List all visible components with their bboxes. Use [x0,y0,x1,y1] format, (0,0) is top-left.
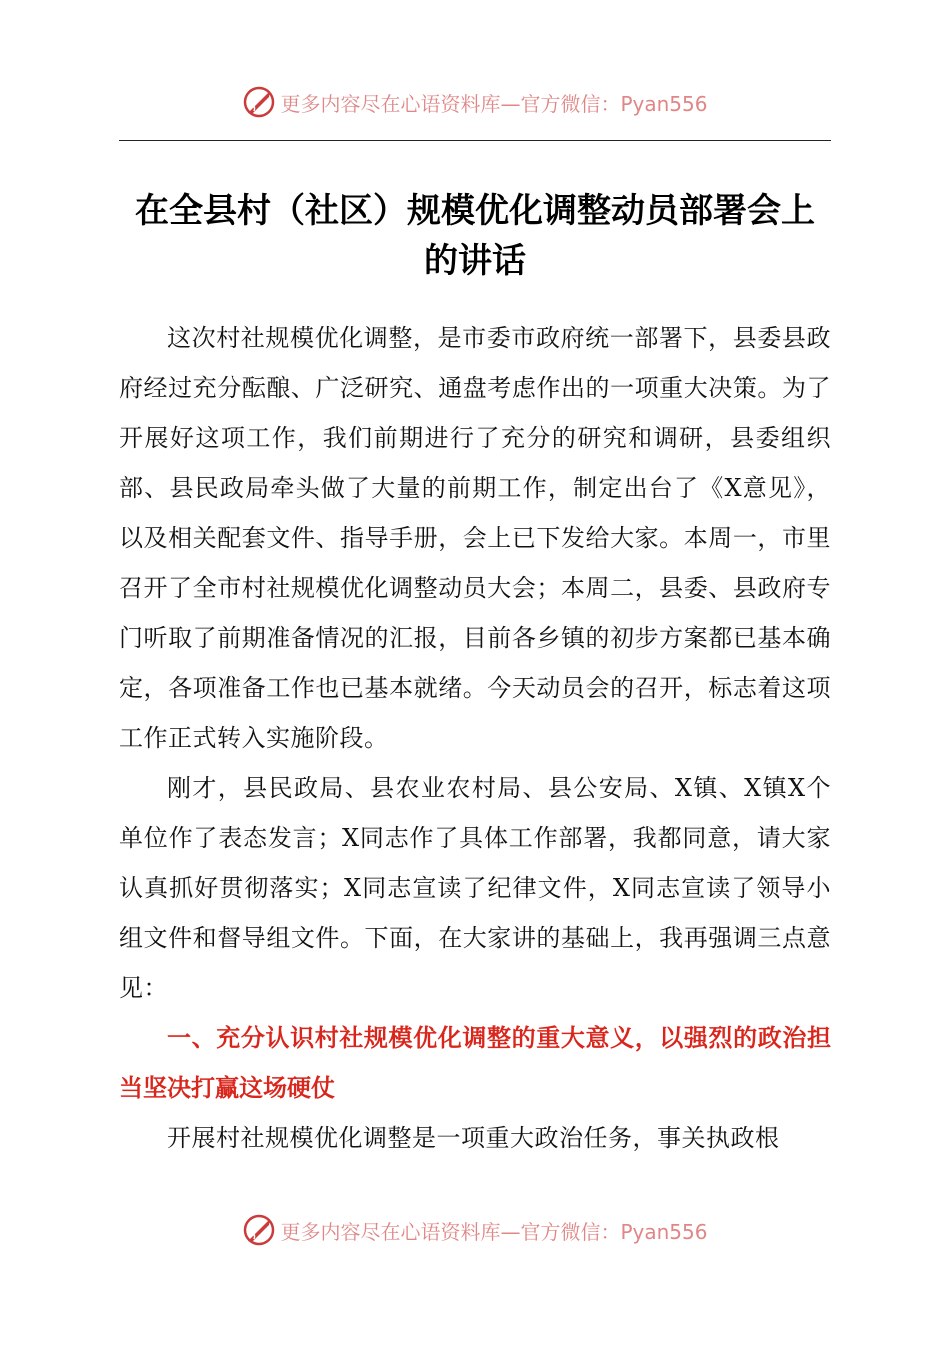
body-paragraph: 这次村社规模优化调整，是市委市政府统一部署下，县委县政府经过充分酝酿、广泛研究、通盘考虑作出的一项重大决策。为了开展好这项工作，我们前期进行了充分的研究和调研，县委组织部、县民政局牵头做了大量的前期工作，制定出台了《X意见》，以及相关配套文件、指导手册，会上已下发给大家。本周一，市里召开了全市村社规模优化调整动员大会；本周二，县委、县政府专门听取了前期准备情况的汇报，目前各乡镇的初步方案都已基本确定，各项准备工作也已基本就绪。今天动员会的召开，标志着这项工作正式转入实施阶段。 [119,324,831,752]
watermark-text: 更多内容尽在心语资料库—官方微信：Pyan556 [280,91,708,116]
header-watermark [0,82,950,122]
footer-watermark [0,1210,950,1250]
header-divider [119,140,831,141]
body-paragraph: 刚才，县民政局、县农业农村局、县公安局、X镇、X镇X个单位作了表态发言；X同志作了具体工作部署，我都同意，请大家认真抓好贯彻落实；X同志宣读了纪律文件，X同志宣读了领导小组文件和督导组文件。下面，在大家讲的基础上，我再强调三点意见： [119,774,831,1002]
document-body [119,313,831,1163]
section-heading: 一、充分认识村社规模优化调整的重大意义，以强烈的政治担当坚决打赢这场硬仗 [119,1024,831,1102]
section-paragraph: 开展村社规模优化调整是一项重大政治任务，事关执政根 [167,1124,780,1152]
document-title: 在全县村（社区）规模优化调整动员部署会上的讲话 [135,191,815,281]
pen-circle-logo-icon [242,1213,276,1247]
pen-circle-logo-icon [242,85,276,119]
watermark-text: 更多内容尽在心语资料库—官方微信：Pyan556 [280,1219,708,1244]
